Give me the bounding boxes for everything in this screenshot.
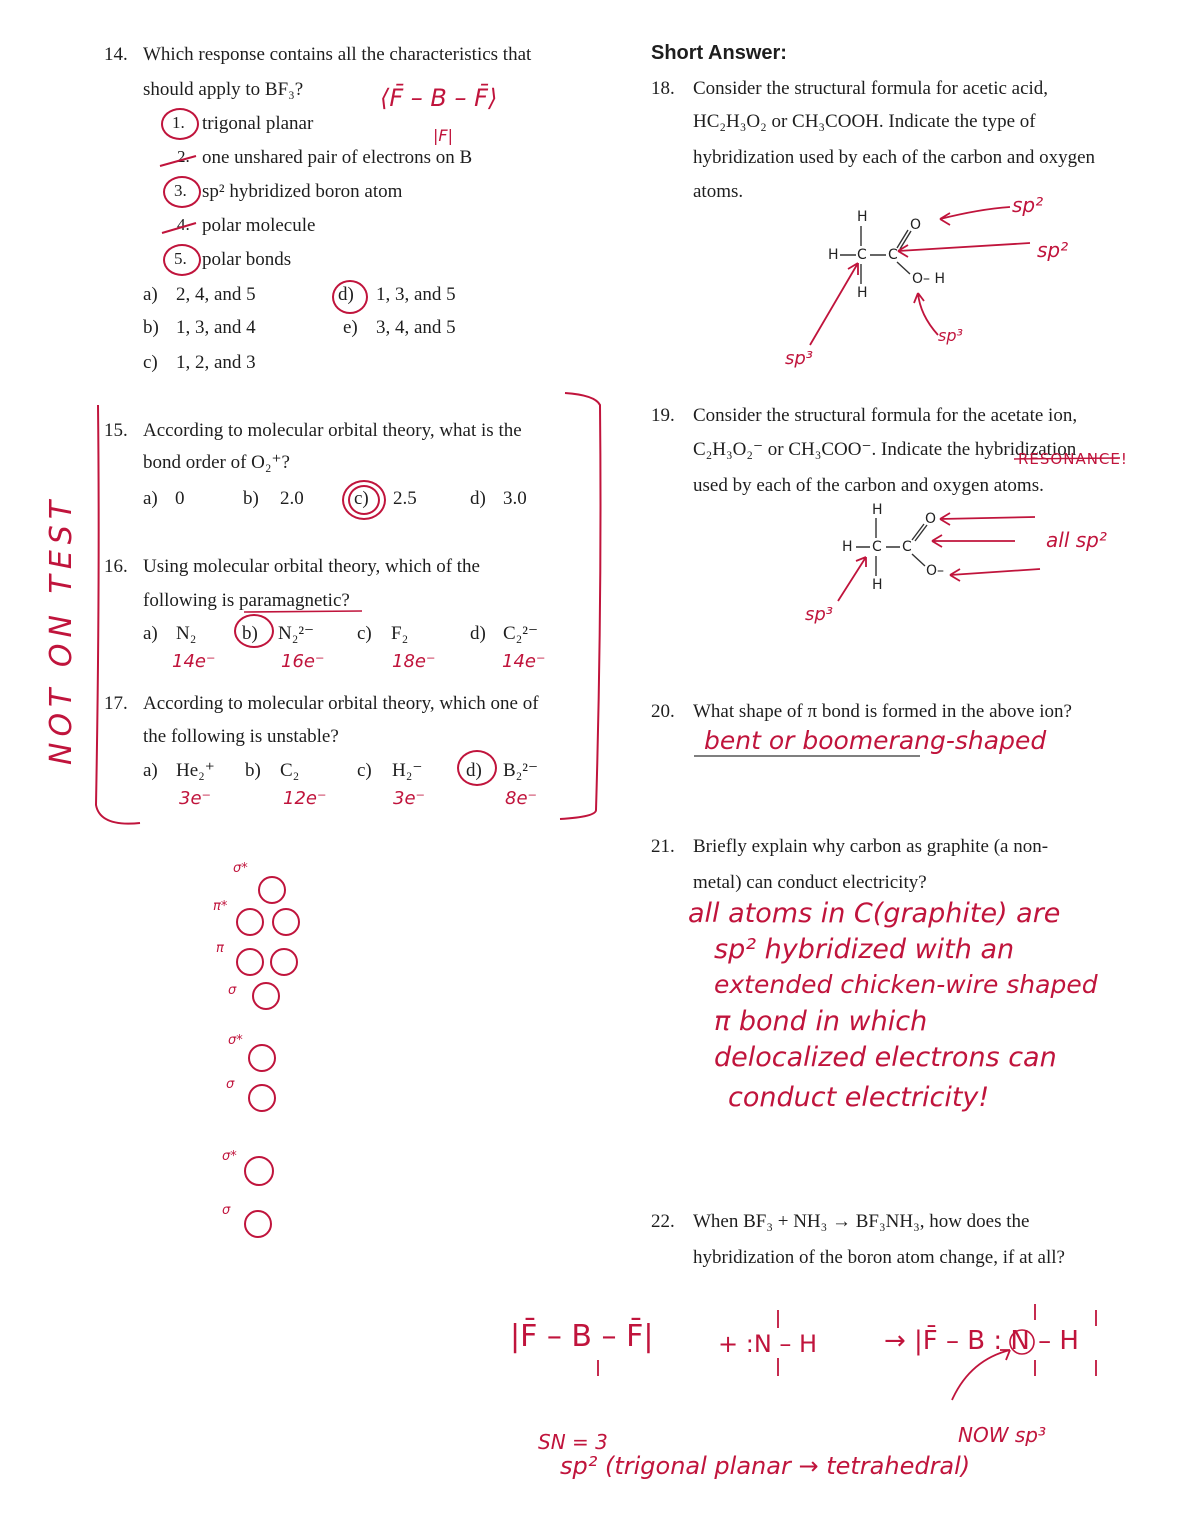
q19-text-line1: Consider the structural formula for the acetate ion,: [693, 405, 1078, 426]
mo-orbital-2b: [272, 908, 300, 936]
acetic-h-top: H: [857, 209, 868, 225]
q21-answer-line4: π bond in which: [714, 1006, 928, 1037]
acetic-c1: C: [857, 247, 867, 263]
q14-number: 14.: [104, 44, 128, 65]
q16-choice-c-letter: c): [357, 623, 372, 644]
q16-choice-a-text: N₂: [176, 623, 197, 644]
q14-text-line2: should apply to BF₃?: [143, 79, 304, 100]
q16-count-c: 18e⁻: [392, 651, 436, 672]
q14-item4-text: polar molecule: [202, 215, 316, 236]
mo-label-pi-star: π*: [213, 899, 228, 914]
q14-item4-num: 4.: [177, 215, 190, 234]
q21-answer-line1: all atoms in C(graphite) are: [688, 898, 1061, 929]
q16-text-line1: Using molecular orbital theory, which of the: [143, 556, 480, 577]
acetate-o-minus: O–: [926, 563, 945, 579]
q18-hw-sp2-carbon: sp²: [1037, 238, 1069, 262]
acetic-c2: C: [888, 247, 898, 263]
q17-choice-d-text: B₂²⁻: [503, 760, 539, 781]
q16-choice-d-text: C₂²⁻: [503, 623, 539, 644]
q18-text-line3: hybridization used by each of the carbon and oxygen: [693, 147, 1096, 168]
acetate-h-left: H: [842, 539, 853, 555]
q19-hw-all-sp2: all sp²: [1046, 528, 1107, 552]
q14-choice-d-letter: d): [338, 284, 354, 305]
q22-hw-bonds: [560, 1280, 1120, 1410]
q19-arrows: [800, 502, 1060, 625]
acetate-c1: C: [872, 539, 882, 555]
q17-choice-a-letter: a): [143, 760, 158, 781]
q16-number: 16.: [104, 556, 128, 577]
acetic-h-left: H: [828, 247, 839, 263]
q14-item5-text: polar bonds: [202, 249, 292, 270]
q22-hw-now-sp3: NOW sp³: [958, 1423, 1046, 1447]
q20-answer-line: [694, 754, 924, 758]
acetate-o-double: O: [925, 511, 937, 527]
q14-item1-text: trigonal planar: [202, 113, 314, 134]
q20-text: What shape of π bond is formed in the above ion?: [693, 701, 1072, 722]
mo-orbital-7: [244, 1156, 274, 1186]
q17-choice-b-text: C₂: [280, 760, 300, 781]
q17-number: 17.: [104, 693, 128, 714]
q15-choice-b-letter: b): [243, 488, 259, 509]
q14-choice-b-text: 1, 3, and 4: [176, 317, 256, 338]
q21-number: 21.: [651, 836, 675, 857]
q16-count-a: 14e⁻: [172, 651, 216, 672]
q15-text-line1: According to molecular orbital theory, what is the: [143, 420, 522, 441]
acetic-h-bottom: H: [857, 285, 868, 301]
mo-label-pi: π: [216, 941, 224, 956]
q19-number: 19.: [651, 405, 675, 426]
q17-choice-d-letter: d): [466, 760, 482, 781]
acetate-h-top: H: [872, 502, 883, 518]
acetic-oh: O– H: [912, 271, 945, 287]
q17-choice-a-text: He₂⁺: [176, 760, 215, 781]
q15-choice-b-text: 2.0: [280, 488, 304, 509]
q16-count-d: 14e⁻: [502, 651, 546, 672]
q14-handwritten-lewis-f: |F|: [433, 126, 453, 145]
q18-text-line4: atoms.: [693, 181, 744, 202]
q21-answer-line6: conduct electricity!: [728, 1082, 990, 1113]
acetic-o-double: O: [910, 217, 922, 233]
q22-hw-bf3: |F̄ – B – F̄|: [510, 1319, 654, 1354]
q15-choice-a-text: 0: [175, 488, 185, 509]
q17-choice-c-letter: c): [357, 760, 372, 781]
mo-label-sigma-star-3: σ*: [222, 1149, 237, 1164]
q17-choice-b-letter: b): [245, 760, 261, 781]
q17-count-a: 3e⁻: [179, 788, 212, 809]
q21-text-line1: Briefly explain why carbon as graphite (a non-: [693, 836, 1049, 857]
q17-count-c: 3e⁻: [393, 788, 426, 809]
q14-item2-text: one unshared pair of electrons on B: [202, 147, 473, 168]
q18-hw-sp3-oxygen: sp³: [938, 326, 963, 345]
q15-choice-d-text: 3.0: [503, 488, 527, 509]
acetate-h-bottom: H: [872, 577, 883, 593]
mo-orbital-1: [258, 876, 286, 904]
q19-text-line2: C₂H₃O₂⁻ or CH₃COO⁻. Indicate the hybridization: [693, 439, 1077, 460]
q14-item2-strike: [158, 147, 198, 170]
q16-choice-d-letter: d): [470, 623, 486, 644]
acetate-c2: C: [902, 539, 912, 555]
mo-orbital-3a: [236, 948, 264, 976]
q22-number: 22.: [651, 1211, 675, 1232]
q16-choice-c-text: F₂: [391, 623, 409, 644]
q22-hw-product: → |F̄ – B : N – H: [884, 1326, 1079, 1356]
mo-label-sigma-1: σ: [228, 983, 237, 998]
q17-count-b: 12e⁻: [283, 788, 327, 809]
q22-hw-sn: SN = 3: [538, 1430, 608, 1454]
q18-hw-sp2-oxygen: sp²: [1012, 193, 1044, 217]
q22-text-line2: hybridization of the boron atom change, if at all?: [693, 1247, 1065, 1268]
q17-choice-c-text: H₂⁻: [392, 760, 423, 781]
mo-orbital-4: [252, 982, 280, 1010]
q14-item3-text: sp² hybridized boron atom: [202, 181, 403, 202]
q14-choice-c-letter: c): [143, 352, 158, 373]
q19-text-line3: used by each of the carbon and oxygen atoms.: [693, 475, 1044, 496]
q18-text-line1: Consider the structural formula for acetic acid,: [693, 78, 1049, 99]
q18-hw-sp3-carbon: sp³: [785, 348, 814, 369]
q16-choice-a-letter: a): [143, 623, 158, 644]
q17-text-line1: According to molecular orbital theory, which one of: [143, 693, 539, 714]
q14-choice-d-text: 1, 3, and 5: [376, 284, 456, 305]
q15-choice-c-letter: c): [354, 488, 369, 509]
q14-item3-num: 3.: [174, 181, 187, 200]
q15-choice-d-letter: d): [470, 488, 486, 509]
q14-handwritten-lewis: ⟨F̄ – B – F̄⟩: [380, 84, 498, 112]
mo-label-sigma-2: σ: [226, 1077, 235, 1092]
q20-number: 20.: [651, 701, 675, 722]
mo-orbital-3b: [270, 948, 298, 976]
mo-orbital-8: [244, 1210, 272, 1238]
q21-answer-line5: delocalized electrons can: [714, 1042, 1057, 1073]
q14-item5-num: 5.: [174, 249, 187, 268]
q14-choice-e-letter: e): [343, 317, 358, 338]
mo-label-sigma-star-1: σ*: [233, 861, 248, 876]
q19-hw-sp3: sp³: [805, 604, 834, 625]
q21-text-line2: metal) can conduct electricity?: [693, 872, 927, 893]
q15-choice-a-letter: a): [143, 488, 158, 509]
q18-number: 18.: [651, 78, 675, 99]
q16-choice-b-letter: b): [242, 623, 258, 644]
q14-item2-num: 2.: [177, 147, 190, 166]
q16-choice-b-text: N₂²⁻: [278, 623, 315, 644]
q14-choice-a-letter: a): [143, 284, 158, 305]
q20-answer: bent or boomerang-shaped: [704, 726, 1047, 755]
q15-number: 15.: [104, 420, 128, 441]
q22-text-line1: When BF₃ + NH₃ → BF₃NH₃, how does the: [693, 1211, 1030, 1232]
q15-choice-c-text: 2.5: [393, 488, 417, 509]
q14-choice-b-letter: b): [143, 317, 159, 338]
q14-choice-e-text: 3, 4, and 5: [376, 317, 456, 338]
q19-resonance-note: RESONANCE!: [1018, 450, 1128, 468]
q22-hw-nh3: + :N – H: [718, 1330, 818, 1358]
q22-hw-sp2-change: sp² (trigonal planar → tetrahedral): [560, 1452, 971, 1480]
q14-text-line1: Which response contains all the characteristics that: [143, 44, 532, 65]
q16-count-b: 16e⁻: [281, 651, 325, 672]
q15-text-line2: bond order of O₂⁺?: [143, 452, 290, 473]
mo-label-sigma-star-2: σ*: [228, 1033, 243, 1048]
short-answer-heading: Short Answer:: [651, 42, 787, 64]
mo-orbital-2a: [236, 908, 264, 936]
mo-orbital-5: [248, 1044, 276, 1072]
q14-choice-a-text: 2, 4, and 5: [176, 284, 256, 305]
mo-label-sigma-3: σ: [222, 1203, 231, 1218]
q14-choice-c-text: 1, 2, and 3: [176, 352, 256, 373]
q21-answer-line2: sp² hybridized with an: [714, 934, 1015, 965]
q14-item4-strike: [160, 215, 200, 238]
not-on-test-note: NOT ON TEST: [44, 494, 79, 765]
q14-item1-num: 1.: [172, 113, 185, 132]
q17-count-d: 8e⁻: [505, 788, 538, 809]
q17-text-line2: the following is unstable?: [143, 726, 339, 747]
q16-text-line2: following is paramagnetic?: [143, 590, 350, 611]
mo-orbital-6: [248, 1084, 276, 1112]
q21-answer-line3: extended chicken-wire shaped: [714, 970, 1098, 999]
q18-text-line2: HC₂H₃O₂ or CH₃COOH. Indicate the type of: [693, 111, 1036, 132]
